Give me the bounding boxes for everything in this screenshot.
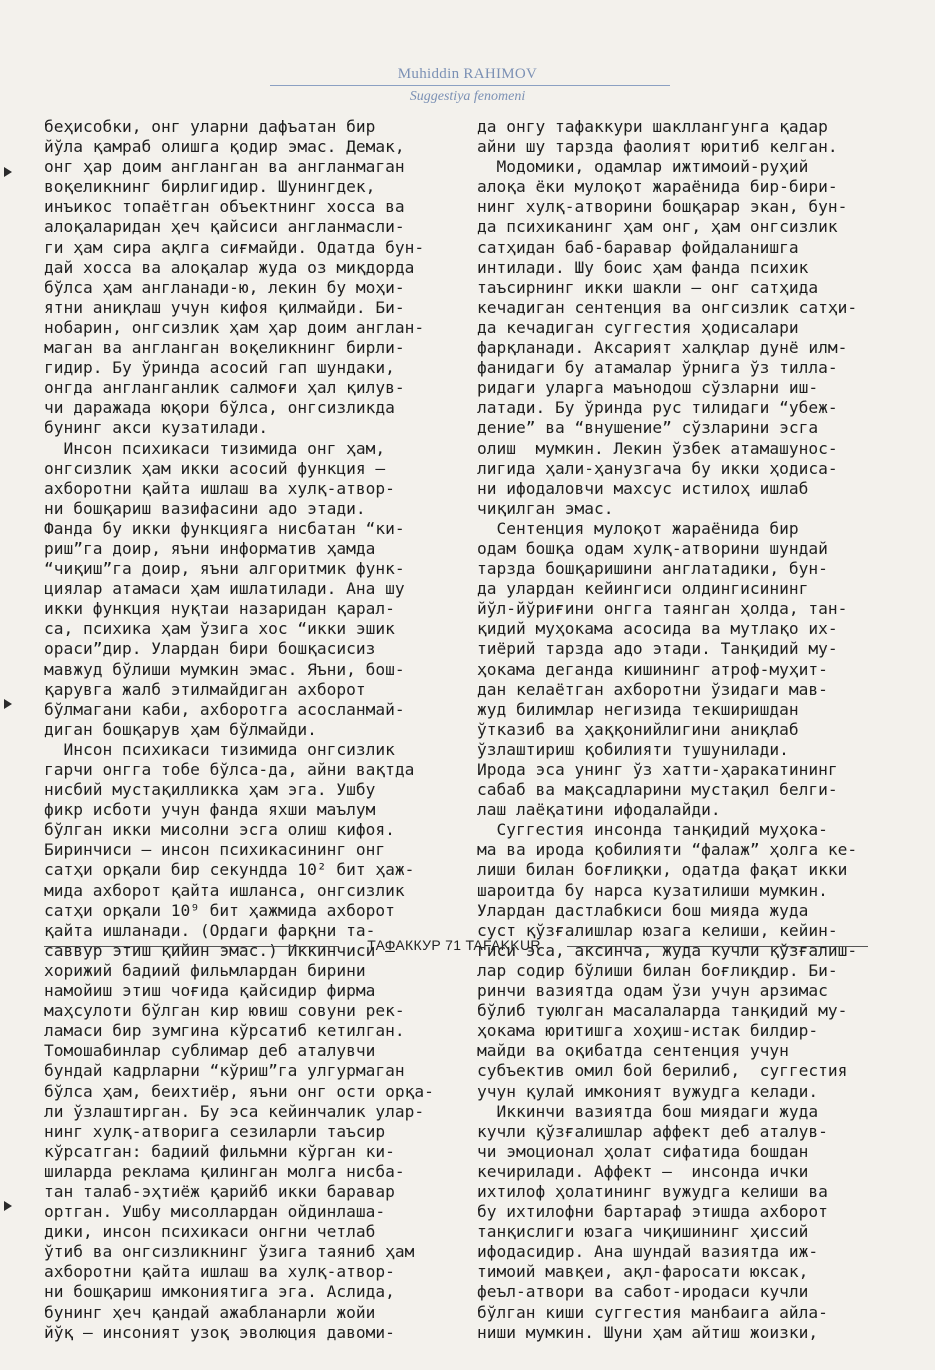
text-line: мида ахборот қайта ишланса, онгсизлик: [44, 880, 405, 900]
text-line: сабаб ва мақсадларини мустақил белги-: [477, 780, 838, 800]
text-line: дай хосса ва алоқалар жуда оз миқдорда: [44, 257, 415, 277]
text-line: чи даражада юқори бўлса, онгсизликда: [44, 398, 395, 418]
text-line: ифодасидир. Ана шундай вазиятда иж-: [477, 1242, 819, 1262]
text-line: ги ҳам сира ақлга сиғмайди. Одатда бун-: [44, 237, 425, 257]
text-line: онгда англанганлик салмоғи ҳал қилув-: [44, 378, 405, 398]
text-line: қидий муҳокама асосида ва мутлақо их-: [477, 619, 838, 639]
footer-rule-right: [567, 946, 868, 947]
text-line: нобарин, онгсизлик ҳам ҳар доим англан-: [44, 317, 425, 337]
text-line: ни бошқариш вазифасини адо этади.: [44, 498, 366, 518]
text-line: да кечадиган суггестия ҳодисалари: [477, 317, 799, 337]
text-line: Модомики, одамлар ижтимоий-руҳий: [477, 157, 809, 177]
text-line: фикр исботи учун фанда яхши маълум: [44, 800, 376, 820]
text-line: мавжуд бўлиши мумкин эмас. Яъни, бош-: [44, 659, 405, 679]
text-line: икки функция нуқтаи назаридан қарал-: [44, 599, 395, 619]
text-line: риш”га доир, яъни информатив ҳамда: [44, 538, 376, 558]
text-line: ма ва ирода қобилияти “фалаж” ҳолга ке-: [477, 840, 858, 860]
text-line: чи эмоционал ҳолат сифатида бошдан: [477, 1141, 809, 1161]
text-line: кечадиган сентенция ва онгсизлик сатҳи-: [477, 297, 858, 317]
text-line: са, психика ҳам ўзига хос “икки эшик: [44, 619, 395, 639]
text-line: таъсирнинг икки шакли — онг сатҳида: [477, 277, 819, 297]
text-line: Суггестия инсонда танқидий муҳока-: [477, 820, 828, 840]
text-line: дение” ва “внушение” сўзларини эсга: [477, 418, 819, 438]
text-line: да улардан кейингиси олдингисининг: [477, 579, 809, 599]
text-line: Фанда бу икки функцияга нисбатан “ки-: [44, 518, 405, 538]
text-line: фанидаги бу атамалар ўрнига ўз тилла-: [477, 358, 838, 378]
header-author: Muhiddin RAHIMOV: [397, 66, 538, 82]
text-line: воқеликнинг бирлигидир. Шунингдек,: [44, 177, 376, 197]
text-line: ўтиб ва онгсизликнинг ўзига таяниб ҳам: [44, 1242, 415, 1262]
text-line: чиқилган эмас.: [477, 498, 614, 518]
text-line: йўла қамраб олишга қодир эмас. Демак,: [44, 137, 405, 157]
header-subtitle: Suggestiya fenomeni: [409, 89, 526, 104]
text-line: кечирилади. Аффект — инсонда ички: [477, 1161, 809, 1181]
text-line: Ирода эса унинг ўз хатти-ҳаракатининг: [477, 760, 838, 779]
text-line: латади. Бу ўринда рус тилидаги “убеж-: [477, 398, 838, 418]
text-line: кўрсатган: бадиий фильмни кўрган ки-: [44, 1141, 395, 1161]
text-line: ҳокама деганда кишининг атроф-муҳит-: [477, 659, 828, 679]
text-line: гиси эса, аксинча, жуда кучли қўзғалиш-: [477, 940, 858, 960]
text-line: бунинг ҳеч қандай ажабланарли жойи: [44, 1302, 376, 1322]
text-line: хорижий бадиий фильмлардан бирини: [44, 960, 366, 980]
text-line: кучли қўзғалишлар аффект деб аталув-: [477, 1121, 828, 1141]
text-line: Улардан дастлабкиси бош мияда жуда: [477, 900, 809, 920]
text-line: лигида ҳали-ҳанузгача бу икки ҳодиса-: [477, 458, 838, 478]
text-line: ламаси бир зумгина кўрсатиб кетилган.: [44, 1021, 405, 1041]
text-line: интилади. Шу боис ҳам фанда психик: [477, 257, 809, 277]
text-line: ўзлаштириш қобилияти тушунилади.: [477, 739, 789, 759]
right-text-column: [477, 117, 871, 1343]
text-line: намойиш этиш чоғида қайсидир фирма: [44, 981, 376, 1001]
text-line: тимоий мавқеи, ақл-фаросати юксак,: [477, 1262, 809, 1282]
text-line: нинг хулқ-атворини бошқарар экан, бун-: [477, 197, 848, 217]
text-line: маган ва англанган воқеликнинг бирли-: [44, 338, 405, 358]
text-line: айни шу тарзда фаолият юритиб келган.: [477, 137, 838, 157]
text-line: гарчи онгга тобе бўлса-да, айни вақтда: [44, 760, 415, 779]
text-line: бўлса ҳам, беихтиёр, яъни онг ости орқа-: [44, 1081, 434, 1101]
text-line: бўлган киши суггестия манбаига айла-: [477, 1302, 828, 1322]
text-line: ринчи вазиятда одам ўзи учун арзимас: [477, 981, 828, 1001]
text-line: алоқаларидан ҳеч қайсиси англанмасли-: [44, 217, 405, 237]
text-line: бўлмагани каби, ахборотга асосланмай-: [44, 699, 405, 719]
text-line: сатҳи орқали 10⁹ бит ҳажмида ахборот: [44, 900, 395, 920]
text-line: йўл-йўриғини онгга таянган ҳолда, тан-: [477, 599, 848, 619]
text-line: қайта ишланади. (Ордаги фарқни та-: [44, 920, 376, 940]
text-line: онг ҳар доим англанган ва англанмаган: [44, 157, 405, 177]
text-line: циялар атамаси ҳам ишлатилади. Ана шу: [44, 579, 405, 599]
text-line: тарзда бошқаришини англатадики, бун-: [477, 559, 828, 579]
text-line: сатҳи орқали бир секундда 10² бит ҳаж-: [44, 860, 415, 880]
text-line: Инсон психикаси тизимида онгсизлик: [44, 739, 395, 759]
text-line: сатҳидан баб-баравар фойдаланишга: [477, 237, 799, 257]
text-line: онгсизлик ҳам икки асосий функция —: [44, 458, 386, 478]
text-line: ятни аниқлаш учун кифоя қилмайди. Би-: [44, 297, 405, 317]
text-line: “чиқиш”га доир, яъни алгоритмик функ-: [44, 559, 405, 579]
text-line: йўқ — инсоният узоқ эволюция давоми-: [44, 1322, 395, 1342]
text-line: майди ва оқибатда сентенция учун: [477, 1041, 789, 1061]
text-line: танқислиги юзага чиқишининг ҳиссий: [477, 1222, 809, 1242]
text-line: ортган. Ушбу мисоллардан ойдинлаша-: [44, 1202, 386, 1222]
text-line: бундай кадрларни “кўриш”га улгурмаган: [44, 1061, 405, 1081]
text-line: маҳсулоти бўлган кир ювиш совуни рек-: [44, 1001, 405, 1021]
text-line: қарувга жалб этилмайдиган ахборот: [44, 679, 366, 699]
header-rule: [270, 85, 670, 86]
text-line: лаш лаёқатини ифодалайди.: [477, 800, 721, 820]
text-line: бўлса ҳам англанади-ю, лекин бу моҳи-: [44, 277, 405, 297]
text-line: нисбий мустақилликка ҳам эга. Ушбу: [44, 780, 376, 800]
text-line: Иккинчи вазиятда бош миядаги жуда: [477, 1101, 819, 1121]
text-line: ни ифодаловчи махсус истилоҳ ишлаб: [477, 478, 809, 498]
text-line: лиши билан боғлиқки, одатда фақат икки: [477, 860, 848, 880]
punch-mark: [4, 1201, 12, 1211]
text-line: саввур этиш қийин эмас.) Иккинчиси —: [44, 940, 395, 960]
text-line: ўтказиб ва ҳаққонийлигини аниқлаб: [477, 719, 799, 739]
text-line: шиларда реклама қилинган молга нисба-: [44, 1161, 405, 1181]
text-line: жуд билимлар негизида текширишдан: [477, 699, 799, 719]
text-line: шароитда бу нарса кузатилиши мумкин.: [477, 880, 828, 900]
text-line: Томошабинлар сублимар деб аталувчи: [44, 1041, 376, 1061]
text-line: дики, инсон психикаси онгни четлаб: [44, 1222, 376, 1242]
text-line: ораси”дир. Улардан бири бошқасисиз: [44, 639, 376, 659]
punch-mark: [4, 699, 12, 709]
text-line: лар содир бўлиши билан боғлиқдир. Би-: [477, 960, 838, 980]
text-line: фарқланади. Аксарият халқлар дунё илм-: [477, 338, 848, 358]
text-line: Инсон психикаси тизимида онг ҳам,: [44, 438, 386, 458]
text-line: ихтилоф ҳолатининг вужудга келиши ва: [477, 1181, 828, 1201]
text-line: гидир. Бу ўринда асосий гап шундаки,: [44, 358, 395, 378]
text-line: олиш мумкин. Лекин ўзбек атамашунос-: [477, 438, 838, 458]
text-line: да онгу тафаккури шакллангунга қадар: [477, 117, 828, 136]
text-line: бўлиб туюлган масалаларда танқидий му-: [477, 1001, 848, 1021]
left-text-column: [44, 117, 444, 1343]
text-line: феъл-атвори ва сабот-иродаси кучли: [477, 1282, 809, 1302]
text-line: тан талаб-эҳтиёж қарийб икки баравар: [44, 1181, 395, 1201]
punch-mark: [4, 167, 12, 177]
text-line: бунинг акси кузатилади.: [44, 418, 269, 438]
text-line: да психиканинг ҳам онг, ҳам онгсизлик: [477, 217, 838, 237]
text-line: ахборотни қайта ишлаш ва хулқ-атвор-: [44, 478, 395, 498]
text-line: беҳисобки, онг уларни дафъатан бир: [44, 117, 376, 136]
text-line: дан келаётган ахборотни ўзидаги мав-: [477, 679, 828, 699]
footer-page-label: ТАФАККУР 71 TAFAKKUR: [367, 937, 541, 953]
text-line: суст қўзғалишлар юзага келиши, кейин-: [477, 920, 838, 940]
text-line: Сентенция мулоқот жараёнида бир: [477, 518, 799, 538]
text-line: нинг хулқ-атворига сезиларли таъсир: [44, 1121, 386, 1141]
footer-rule-left: [44, 946, 339, 947]
text-line: учун қулай имконият вужудга келади.: [477, 1081, 819, 1101]
text-line: ахборотни қайта ишлаш ва хулқ-атвор-: [44, 1262, 395, 1282]
text-line: бу ихтилофни бартараф этишда ахборот: [477, 1202, 828, 1222]
text-line: инъикос топаётган объектнинг хосса ва: [44, 197, 405, 217]
text-line: Биринчиси — инсон психикасининг онг: [44, 840, 386, 860]
text-line: ридаги уларга маънодош сўзларни иш-: [477, 378, 819, 398]
text-line: одам бошқа одам хулқ-атворини шундай: [477, 538, 828, 558]
text-line: субъектив омил бой берилиб, суггестия: [477, 1061, 848, 1081]
text-line: ни бошқариш имкониятига эга. Аслида,: [44, 1282, 395, 1302]
text-line: ниши мумкин. Шуни ҳам айтиш жоизки,: [477, 1322, 819, 1342]
text-line: бўлган икки мисолни эсга олиш кифоя.: [44, 820, 395, 840]
text-line: тиёрий тарзда адо этади. Танқидий му-: [477, 639, 838, 659]
text-line: алоқа ёки мулоқот жараёнида бир-бири-: [477, 177, 838, 197]
text-line: ли ўзлаштирган. Бу эса кейинчалик улар-: [44, 1101, 425, 1121]
text-line: ҳокама юритишга хоҳиш-истак билдир-: [477, 1021, 819, 1041]
text-line: диган бошқарув ҳам бўлмайди.: [44, 719, 317, 739]
